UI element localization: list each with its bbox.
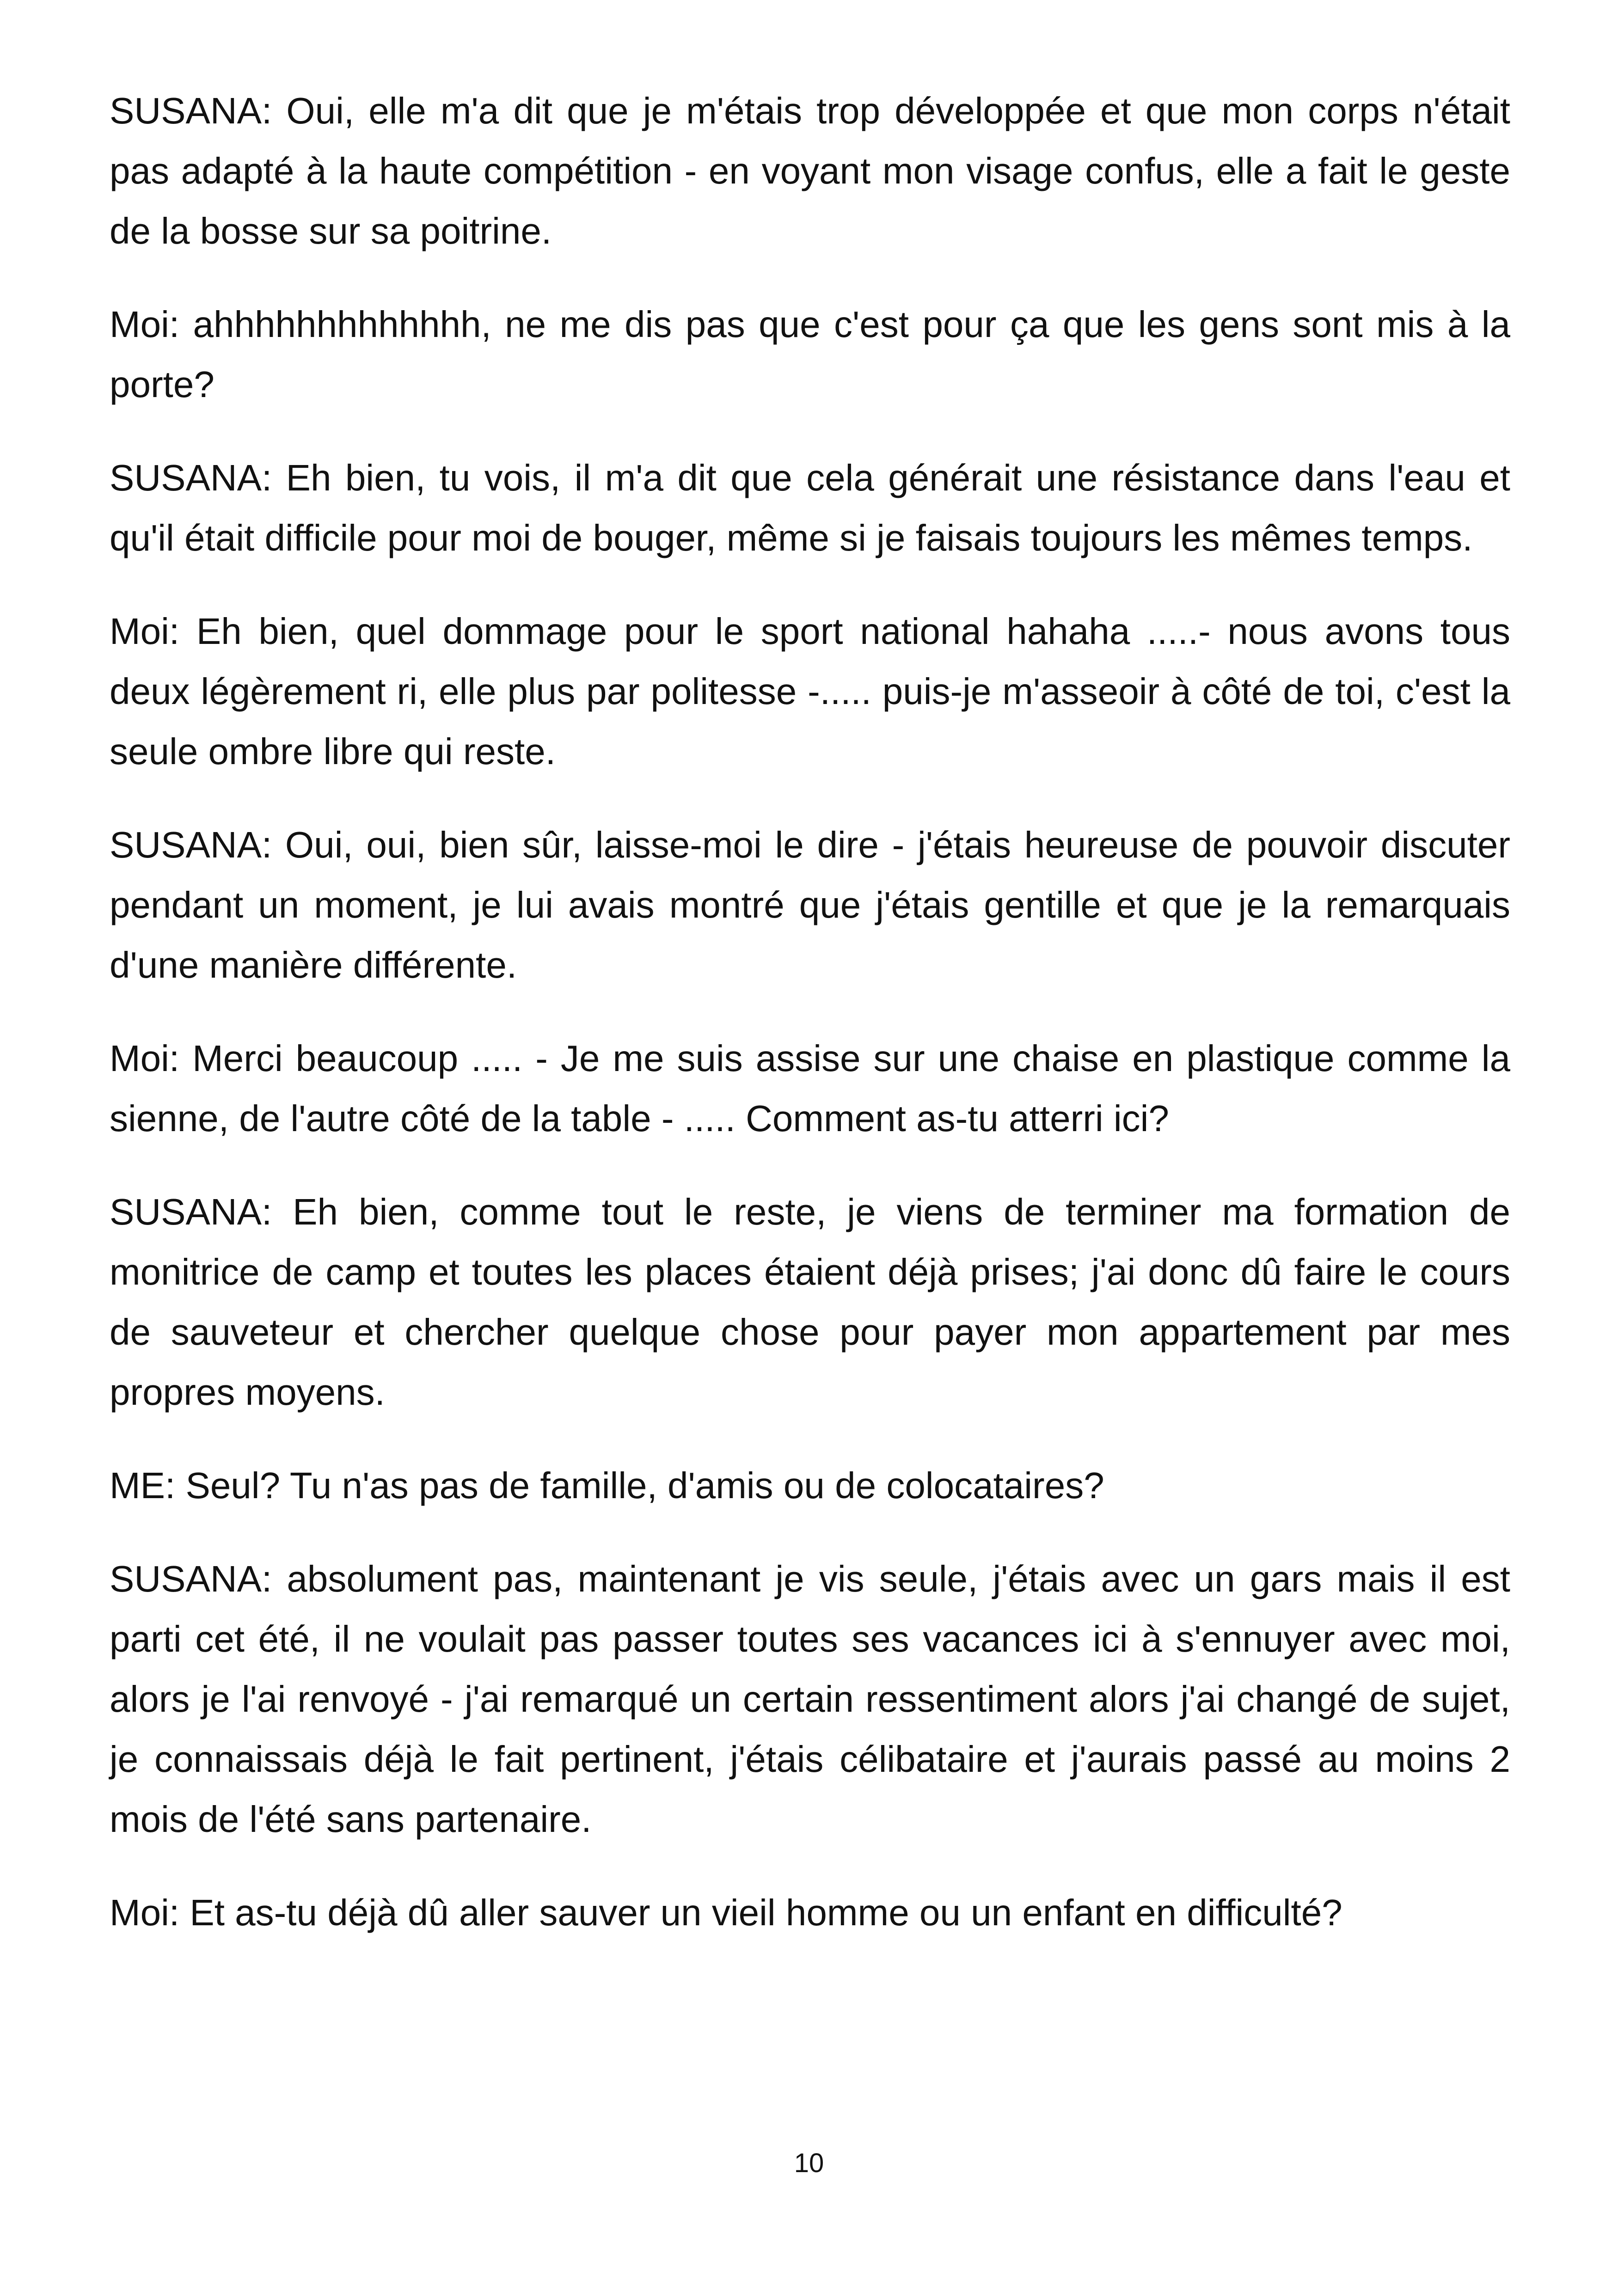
page-number: 10: [794, 2148, 824, 2178]
paragraph: Moi: Eh bien, quel dommage pour le sport national hahaha .....- nous avons tous deux légèrement ri, elle plus par politesse -..... puis-je m'asseoir à côté de toi, c'est la seule ombre libre qui reste.: [110, 611, 1510, 772]
paragraph: SUSANA: Eh bien, tu vois, il m'a dit que cela générait une résistance dans l'eau et qu'il était difficile pour moi de bouger, même si je faisais toujours les mêmes temps.: [110, 457, 1510, 558]
paragraph: Moi: ahhhhhhhhhhhhh, ne me dis pas que c'est pour ça que les gens sont mis à la porte?: [110, 304, 1510, 405]
paragraph: Moi: Et as-tu déjà dû aller sauver un vieil homme ou un enfant en difficulté?: [110, 1892, 1342, 1933]
paragraph: SUSANA: Oui, elle m'a dit que je m'étais trop développée et que mon corps n'était pas adapté à la haute compétition - en voyant mon visage confus, elle a fait le geste de la bosse sur sa poitrine.: [110, 90, 1510, 251]
paragraph: SUSANA: absolument pas, maintenant je vis seule, j'étais avec un gars mais il est parti cet été, il ne voulait pas passer toutes ses vacances ici à s'ennuyer avec moi, alors je l'ai renvoyé - j'ai remarqué un certain ressentiment alors j'ai changé de sujet, je connaissais déjà le fait pertinent, j'étais célibataire et j'aurais passé au moins 2 mois de l'été sans partenaire.: [110, 1558, 1510, 1840]
paragraph: SUSANA: Eh bien, comme tout le reste, je viens de terminer ma formation de monitrice de camp et toutes les places étaient déjà prises; j'ai donc dû faire le cours de sauveteur et chercher quelque chose pour payer mon appartement par mes propres moyens.: [110, 1191, 1510, 1413]
paragraph: Moi: Merci beaucoup ..... - Je me suis assise sur une chaise en plastique comme la sienne, de l'autre côté de la table - ..... Comment as-tu atterri ici?: [110, 1038, 1510, 1139]
paragraph: SUSANA: Oui, oui, bien sûr, laisse-moi le dire - j'étais heureuse de pouvoir discuter pendant un moment, je lui avais montré que j'étais gentille et que je la remarquais d'une manière différente.: [110, 824, 1510, 986]
page-body: [110, 81, 1510, 1976]
paragraph: ME: Seul? Tu n'as pas de famille, d'amis ou de colocataires?: [110, 1465, 1104, 1506]
